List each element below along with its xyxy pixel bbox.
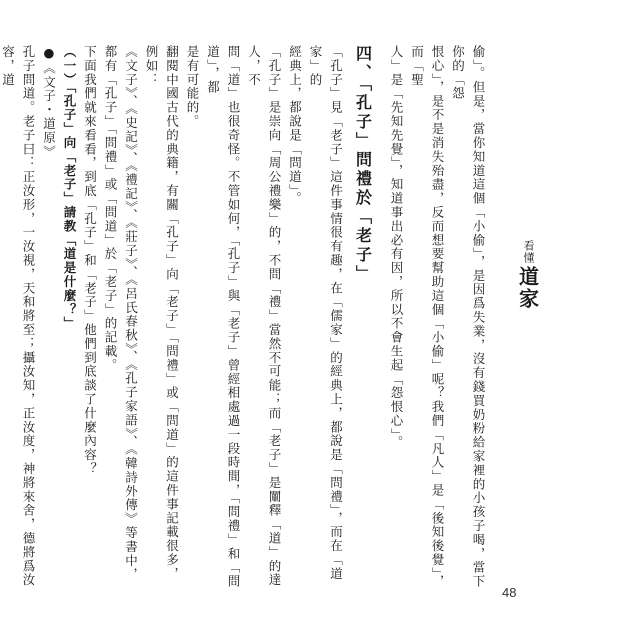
text-line: 問「道」也很奇怪。不管如何，「孔子」與「老子」曾經相處過一段時間，「問禮」和「問道」，都 [205, 45, 241, 589]
text-line: 經典上，都說是「問道」。 [287, 45, 303, 206]
subsection-heading: （一）「孔子」向「老子」請教「道是什麼？」 [62, 45, 77, 331]
text-line: 偷」。但是，當你知道這個「小偷」，是因爲失業，沒有錢買奶粉給家裡的小孩子喝，當下你的「怨 [450, 45, 486, 589]
text-line: 下面我們就來看看，到底「孔子」和「老子」他們到底談了什麼內容？ [82, 45, 98, 476]
section-heading: 四、「孔子」問禮於「老子」 [353, 45, 373, 284]
text-line: 都有「孔子」「問禮」或「問道」於「老子」的記載。 [103, 45, 118, 373]
vertical-body-text [0, 45, 488, 590]
text-line: 翻閱中國古代的典籍，有關「孔子」向「老子」「問禮」或「問道」的這件事記載很多，例如： [144, 45, 180, 581]
text-line: 恨心」，是不是消失殆盡，反而想要幫助這個「小偷」呢？我們「凡人」是「後知後覺」，而「聖 [409, 45, 445, 589]
text-line: 「孔子」是崇向「周公禮樂」的，不問「禮」當然不可能；而「老子」是闡釋「道」的達人，不 [246, 45, 282, 588]
header-book-title: 道家 [515, 266, 540, 310]
text-line: 「孔子」見「老子」這件事情很有趣，在「儒家」的經典上，都說是「問禮」，而在「道家」的 [308, 45, 344, 581]
bullet-source-citation: ●《文子・道原》 [41, 45, 57, 159]
text-line: 是有可能的。 [185, 45, 200, 129]
page-number: 48 [502, 585, 517, 600]
text-line: 《文子》、《史記》、《禮記》、《莊子》、《呂氏春秋》、《孔子家語》、《韓詩外傳》等書中， [123, 45, 139, 582]
text-line: 孔子問道。老子曰：正汝形，一汝視，天和將至；攝汝知，正汝度，神將來舍，德將爲汝容，道 [0, 45, 36, 588]
text-line: 人」是「先知先覺」，知道事出必有因，所以不會生起「怨恨心」。 [389, 45, 404, 450]
header-small-text: 看懂 [522, 240, 535, 264]
running-header [510, 240, 546, 310]
